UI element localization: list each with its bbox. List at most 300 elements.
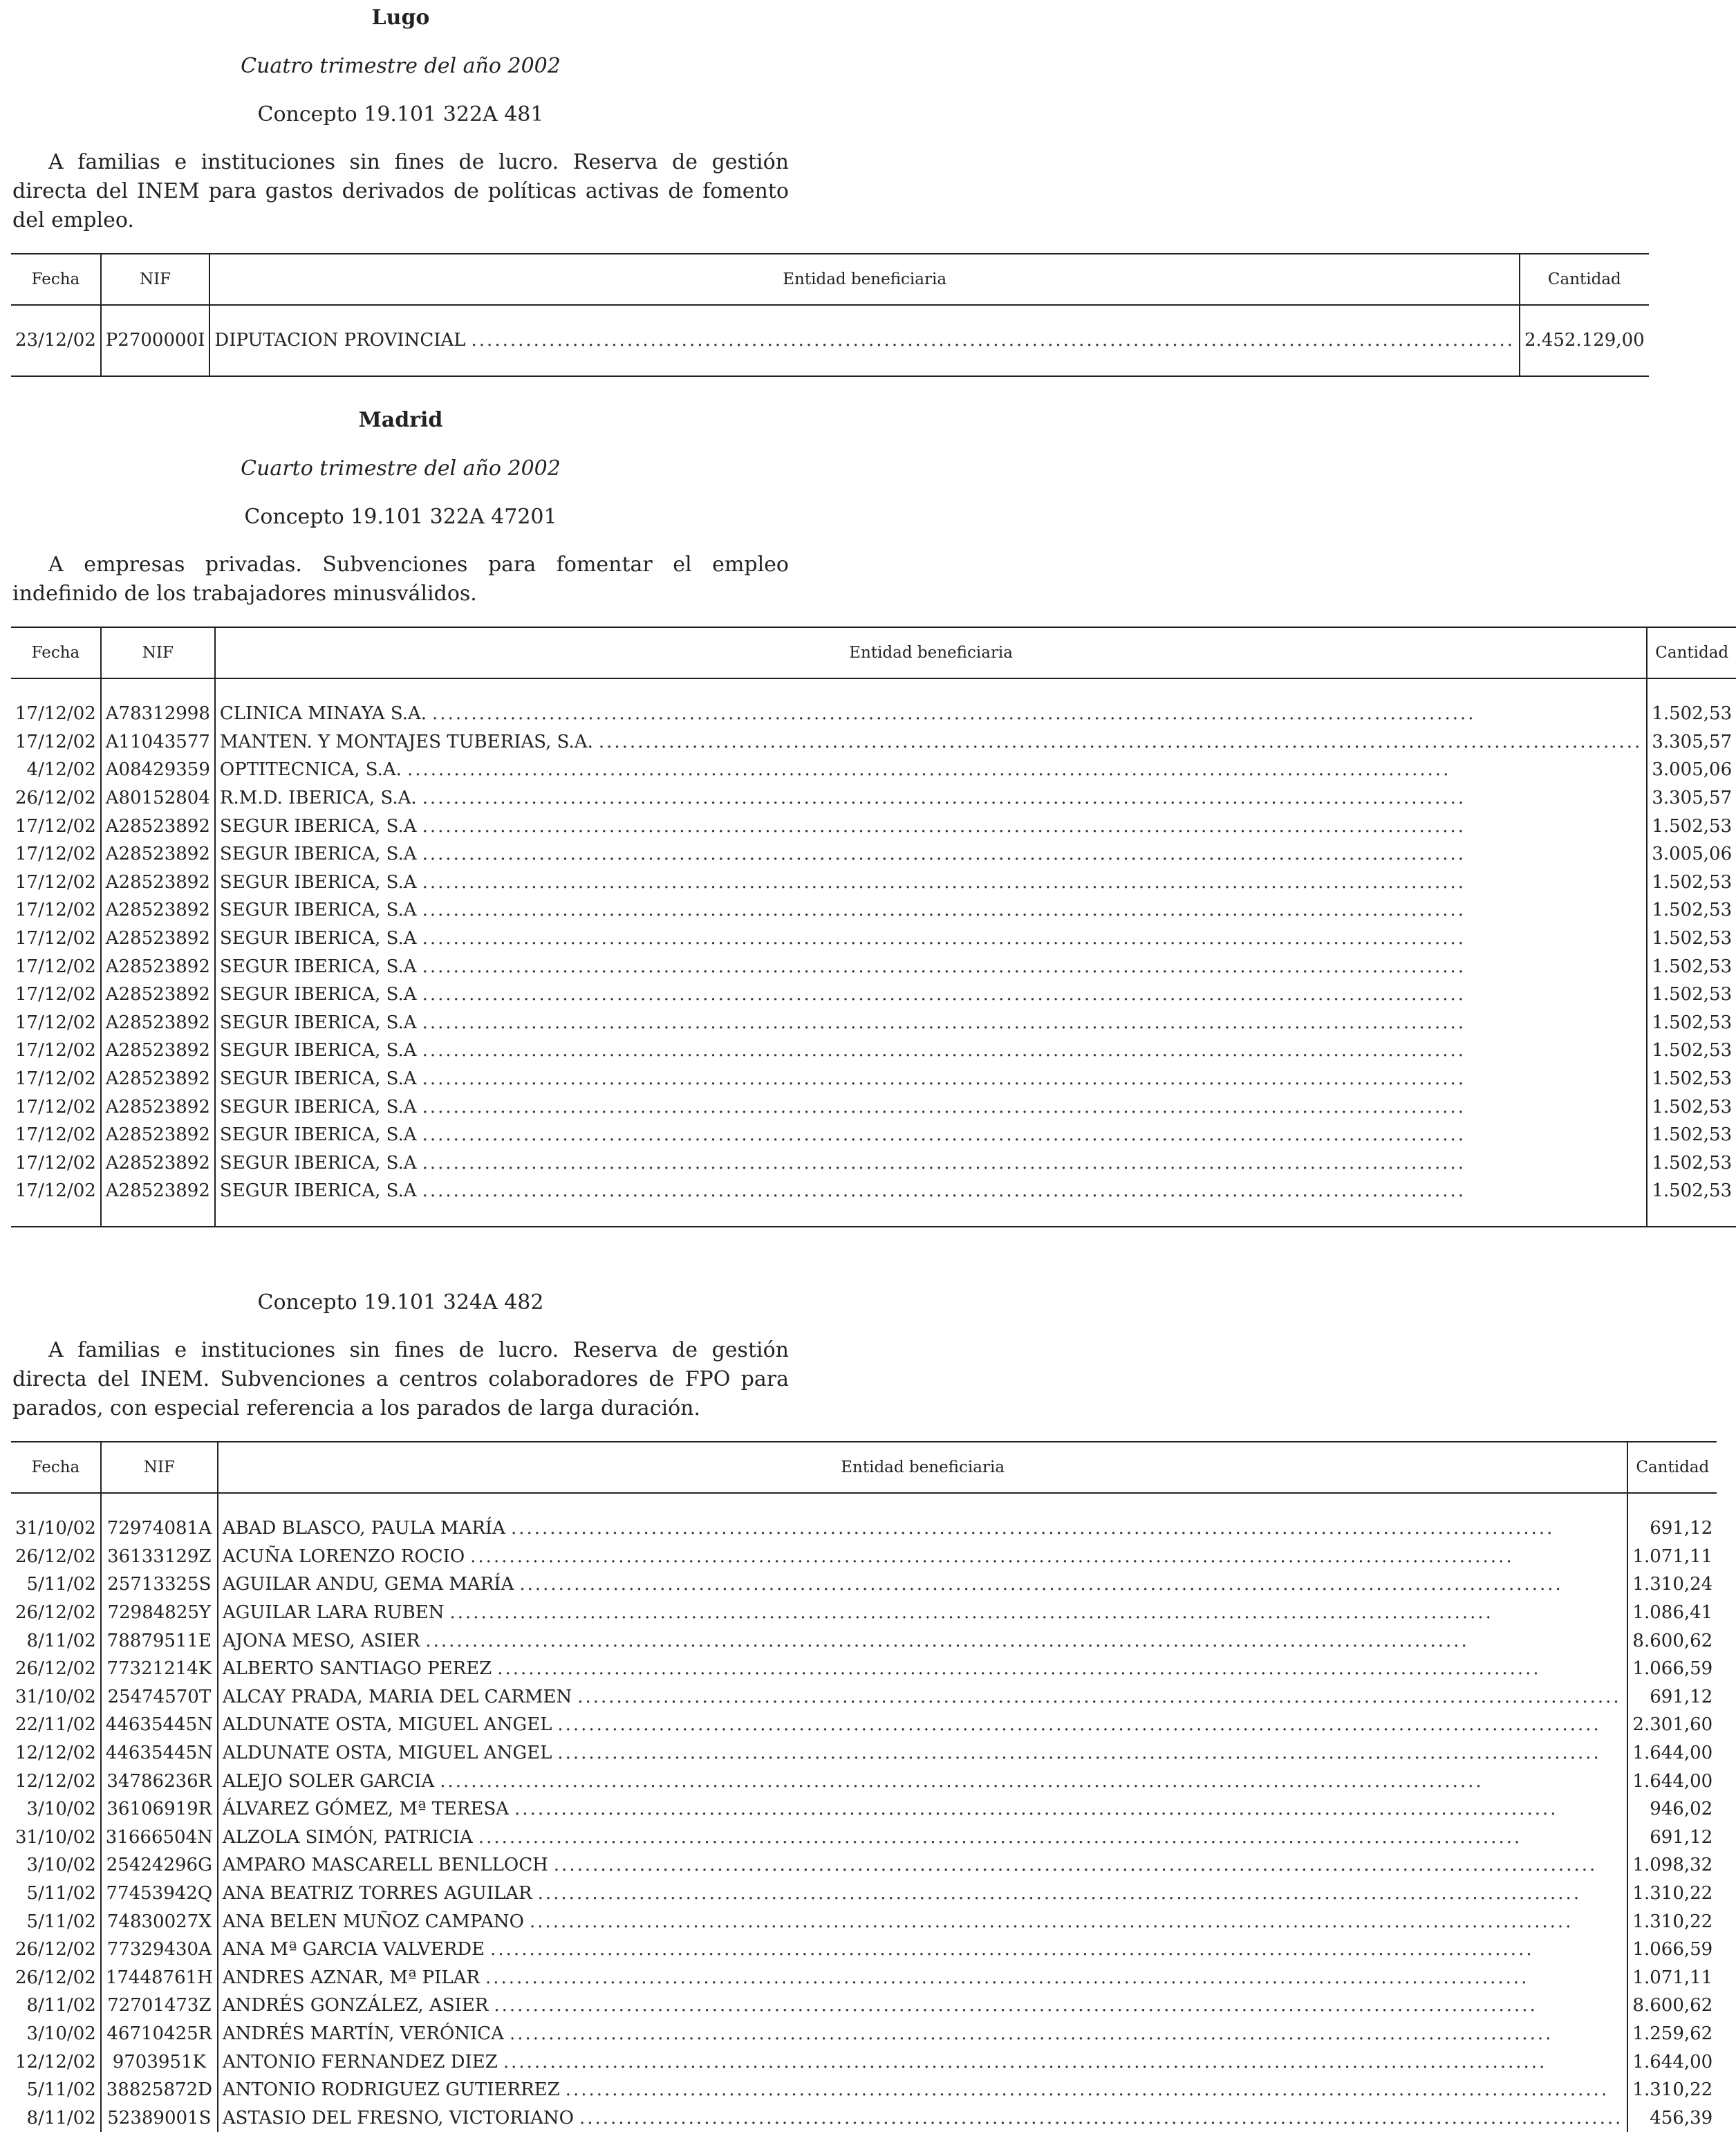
entity-name: SEGUR IBERICA, S.A [219, 1040, 417, 1061]
madrid-fpo-table [11, 1441, 1717, 2132]
dot-leader [422, 1012, 1643, 1033]
cell-nif: A28523892 [101, 1121, 215, 1149]
entity-name: SEGUR IBERICA, S.A [219, 984, 417, 1005]
table-row [11, 2076, 1717, 2104]
dot-leader [422, 1153, 1643, 1173]
cell-date: 12/12/02 [11, 2048, 101, 2076]
dot-leader [422, 1097, 1643, 1117]
entity-name: ALBERTO SANTIAGO PEREZ [222, 1658, 492, 1680]
cell-amount: 1.310,22 [1632, 1911, 1713, 1932]
cell-date: 17/12/02 [11, 896, 101, 925]
dot-leader [503, 2052, 1623, 2072]
concept-description: A empresas privadas. Subvenciones para fomentar el empleo indefinido de los trabajadores minusválidos. [12, 553, 789, 606]
table-row [11, 1907, 1717, 1936]
header-amount: Cantidad [1520, 254, 1649, 305]
dot-leader [432, 703, 1642, 724]
table-row [11, 1570, 1717, 1599]
header-nif: NIF [101, 254, 210, 305]
cell-entity [215, 981, 1647, 1009]
cell-date: 5/11/02 [11, 1880, 101, 1908]
entity-name: SEGUR IBERICA, S.A [219, 1068, 417, 1090]
cell-nif: A28523892 [101, 952, 215, 981]
cell-entity [218, 1936, 1628, 1964]
concept-title: Concepto 19.101 324A 482 [257, 1290, 544, 1315]
cell-nif: A28523892 [101, 1177, 215, 1205]
cell-amount: 691,12 [1650, 1826, 1713, 1848]
cell-amount: 1.071,11 [1632, 1967, 1713, 1988]
dot-leader [470, 1546, 1623, 1567]
cell-date: 31/10/02 [11, 1683, 101, 1711]
cell-entity [218, 1767, 1628, 1795]
entity-name: ANA BELEN MUÑOZ CAMPANO [222, 1911, 524, 1932]
dot-leader [422, 872, 1643, 893]
cell-entity [218, 1907, 1628, 1936]
cell-amount: 1.086,41 [1632, 1602, 1713, 1624]
cell-amount: 1.502,53 [1652, 1124, 1733, 1146]
header-nif: NIF [101, 1442, 218, 1493]
lugo-rows [11, 305, 1649, 376]
cell-nif: 72974081A [101, 1514, 218, 1543]
table-row [11, 1795, 1717, 1824]
cell-amount: 691,12 [1650, 1518, 1713, 1539]
entity-name: OPTITECNICA, S.A. [219, 759, 402, 781]
cell-amount: 1.502,53 [1652, 1068, 1733, 1090]
cell-date: 17/12/02 [11, 1009, 101, 1037]
cell-entity [218, 2104, 1628, 2132]
table-row [11, 1009, 1736, 1037]
table-row [11, 2020, 1717, 2048]
dot-leader [557, 1743, 1623, 1763]
dot-leader [514, 1799, 1623, 1819]
cell-date: 26/12/02 [11, 784, 101, 813]
cell-date: 22/11/02 [11, 1711, 101, 1739]
cell-amount: 1.066,59 [1632, 1658, 1713, 1680]
table-row [11, 1964, 1717, 1992]
spacer-cell [1520, 355, 1649, 376]
cell-entity [218, 1655, 1628, 1683]
cell-entity [218, 1599, 1628, 1627]
dot-leader [579, 2108, 1623, 2128]
cell-nif: P2700000I [101, 326, 210, 355]
cell-entity [218, 1543, 1628, 1571]
cell-entity [218, 1683, 1628, 1711]
cell-entity [218, 1570, 1628, 1599]
entity-name: ANA BEATRIZ TORRES AGUILAR [222, 1883, 532, 1904]
dot-leader [422, 1068, 1643, 1089]
table-row [11, 1739, 1717, 1768]
header-entity: Entidad beneficiaria [215, 627, 1647, 678]
cell-entity [215, 1093, 1647, 1121]
cell-date: 17/12/02 [11, 840, 101, 869]
cell-amount: 1.502,53 [1652, 1040, 1733, 1061]
table-header-row [11, 627, 1736, 678]
cell-date: 17/12/02 [11, 952, 101, 981]
entity-name: ANTONIO FERNANDEZ DIEZ [222, 2051, 498, 2072]
entity-name: ABAD BLASCO, PAULA MARÍA [222, 1518, 505, 1539]
entity-name: ALZOLA SIMÓN, PATRICIA [222, 1826, 473, 1848]
cell-amount: 456,39 [1650, 2107, 1713, 2128]
cell-entity [218, 1851, 1628, 1880]
cell-amount: 3.005,06 [1652, 759, 1733, 781]
table-row [11, 1655, 1717, 1683]
dot-leader [472, 330, 1515, 351]
table-row [11, 952, 1736, 981]
header-amount: Cantidad [1627, 1442, 1717, 1493]
cell-date: 17/12/02 [11, 812, 101, 840]
cell-nif: 77453942Q [101, 1880, 218, 1908]
entity-name: SEGUR IBERICA, S.A [219, 815, 417, 837]
entity-name: SEGUR IBERICA, S.A [219, 1124, 417, 1146]
cell-entity [218, 1739, 1628, 1768]
dot-leader [566, 2079, 1623, 2100]
table-row [11, 840, 1736, 869]
cell-entity [215, 1065, 1647, 1093]
entity-name: SEGUR IBERICA, S.A [219, 1180, 417, 1202]
table-row [11, 1824, 1717, 1852]
dot-leader [422, 1124, 1643, 1145]
spacer-cell [209, 305, 1520, 326]
cell-nif: 46710425R [101, 2020, 218, 2048]
dot-leader [422, 984, 1643, 1005]
header-nif: NIF [101, 627, 215, 678]
spacer-cell [1520, 305, 1649, 326]
cell-date: 3/10/02 [11, 1851, 101, 1880]
entity-name: ANDRES AZNAR, Mª PILAR [222, 1967, 480, 1988]
cell-nif: 25474570T [101, 1683, 218, 1711]
cell-amount: 691,12 [1650, 1686, 1713, 1707]
cell-nif: A78312998 [101, 700, 215, 728]
cell-date: 12/12/02 [11, 1739, 101, 1768]
cell-nif: 34786236R [101, 1767, 218, 1795]
cell-entity [215, 869, 1647, 897]
cell-nif: 9703951K [101, 2048, 218, 2076]
table-row [11, 981, 1736, 1009]
spacer-cell [101, 678, 215, 700]
entity-name: SEGUR IBERICA, S.A [219, 871, 417, 893]
cell-date: 12/12/02 [11, 1767, 101, 1795]
cell-entity [218, 1795, 1628, 1824]
dot-leader [422, 928, 1643, 949]
dot-leader [407, 759, 1642, 780]
table-top-spacer [11, 305, 1649, 326]
cell-entity [215, 1149, 1647, 1178]
cell-nif: A28523892 [101, 1037, 215, 1065]
cell-amount: 3.305,57 [1652, 788, 1733, 809]
entity-name: R.M.D. IBERICA, S.A. [219, 788, 417, 809]
dot-leader [422, 1040, 1643, 1061]
cell-amount: 1.310,22 [1632, 2079, 1713, 2101]
cell-amount: 1.644,00 [1632, 2051, 1713, 2072]
cell-date: 8/11/02 [11, 2104, 101, 2132]
spacer-cell [1647, 1205, 1736, 1227]
cell-date: 4/12/02 [11, 756, 101, 784]
header-date: Fecha [11, 1442, 101, 1493]
spacer-cell [101, 305, 210, 326]
cell-amount: 1.502,53 [1652, 984, 1733, 1005]
entity-name: ALDUNATE OSTA, MIGUEL ANGEL [222, 1743, 552, 1764]
cell-nif: A28523892 [101, 869, 215, 897]
cell-entity [218, 1992, 1628, 2020]
cell-date: 31/10/02 [11, 1824, 101, 1852]
table-row [11, 1037, 1736, 1065]
cell-amount: 3.005,06 [1652, 844, 1733, 865]
cell-nif: 25713325S [101, 1570, 218, 1599]
cell-date: 26/12/02 [11, 1655, 101, 1683]
entity-name: ALEJO SOLER GARCIA [222, 1770, 435, 1792]
dot-leader [554, 1855, 1623, 1875]
table-row [11, 1177, 1736, 1205]
entity-name: SEGUR IBERICA, S.A [219, 900, 417, 921]
spacer-cell [11, 305, 101, 326]
entity-name: ACUÑA LORENZO ROCIO [222, 1546, 465, 1567]
table-row [11, 326, 1649, 355]
table-row [11, 1683, 1717, 1711]
table-row [11, 925, 1736, 953]
table-row [11, 2104, 1717, 2132]
cell-entity [215, 840, 1647, 869]
cell-date: 26/12/02 [11, 1936, 101, 1964]
header-entity: Entidad beneficiaria [209, 254, 1520, 305]
dot-leader [478, 1827, 1623, 1848]
cell-amount: 1.502,53 [1652, 900, 1733, 921]
spacer-cell [1627, 1493, 1717, 1514]
cell-date: 17/12/02 [11, 1065, 101, 1093]
table-row [11, 1065, 1736, 1093]
entity-name: ANDRÉS MARTÍN, VERÓNICA [222, 2023, 504, 2044]
table-row [11, 1626, 1717, 1655]
cell-date: 17/12/02 [11, 1037, 101, 1065]
table-row [11, 1093, 1736, 1121]
dot-leader [599, 732, 1642, 752]
dot-leader [538, 1883, 1623, 1904]
cell-nif: A80152804 [101, 784, 215, 813]
cell-entity [215, 1121, 1647, 1149]
dot-leader [557, 1714, 1623, 1735]
entity-name: AGUILAR LARA RUBEN [222, 1602, 445, 1624]
table-bottom-spacer [11, 1205, 1736, 1227]
concept-description: A familias e instituciones sin fines de lucro. Reserva de gestión directa del INEM para gastos derivados de políticas activas de fomento del empleo. [12, 150, 789, 232]
entity-name: SEGUR IBERICA, S.A [219, 928, 417, 949]
cell-entity [215, 1009, 1647, 1037]
header-date: Fecha [11, 254, 101, 305]
cell-date: 26/12/02 [11, 1599, 101, 1627]
table-row [11, 1711, 1717, 1739]
cell-entity [215, 700, 1647, 728]
concept-description: A familias e instituciones sin fines de lucro. Reserva de gestión directa del INEM. Subvenciones a centros colaboradores de FPO para parados, con especial referencia a los parados de larga duración. [12, 1338, 789, 1420]
dot-leader [422, 844, 1643, 864]
table-row [11, 756, 1736, 784]
cell-amount: 1.502,53 [1652, 1152, 1733, 1173]
cell-nif: A28523892 [101, 981, 215, 1009]
spacer-cell [1647, 678, 1736, 700]
cell-date: 8/11/02 [11, 1992, 101, 2020]
cell-nif: A28523892 [101, 1093, 215, 1121]
concept-title: Concepto 19.101 322A 481 [257, 102, 544, 127]
madrid-rows [11, 678, 1736, 1227]
table-row [11, 1936, 1717, 1964]
dot-leader [511, 1518, 1623, 1539]
entity-name: SEGUR IBERICA, S.A [219, 1012, 417, 1033]
cell-amount: 946,02 [1650, 1799, 1713, 1820]
cell-nif: 72701473Z [101, 1992, 218, 2020]
table-row [11, 1767, 1717, 1795]
cell-date: 3/10/02 [11, 2020, 101, 2048]
cell-nif: 72984825Y [101, 1599, 218, 1627]
entity-name: ÁLVAREZ GÓMEZ, Mª TERESA [222, 1799, 510, 1820]
cell-date: 17/12/02 [11, 981, 101, 1009]
region-title: Madrid [358, 408, 443, 432]
cell-nif: 77329430A [101, 1936, 218, 1964]
table-row [11, 812, 1736, 840]
table-row [11, 869, 1736, 897]
cell-amount: 1.644,00 [1632, 1743, 1713, 1764]
cell-nif: 52389001S [101, 2104, 218, 2132]
dot-leader [519, 1574, 1623, 1595]
entity-name: ANA Mª GARCIA VALVERDE [222, 1939, 485, 1960]
spacer-cell [11, 1493, 101, 1514]
cell-date: 26/12/02 [11, 1964, 101, 1992]
cell-amount: 3.305,57 [1652, 731, 1733, 752]
cell-amount: 1.310,24 [1632, 1574, 1713, 1595]
cell-nif: A28523892 [101, 1065, 215, 1093]
entity-name: CLINICA MINAYA S.A. [219, 703, 427, 725]
spacer-cell [209, 355, 1520, 376]
table-row [11, 1514, 1717, 1543]
table-bottom-spacer [11, 355, 1649, 376]
cell-entity [218, 1626, 1628, 1655]
cell-entity [215, 784, 1647, 813]
cell-date: 17/12/02 [11, 1177, 101, 1205]
cell-entity [218, 1514, 1628, 1543]
dot-leader [530, 1911, 1623, 1932]
cell-date: 17/12/02 [11, 1093, 101, 1121]
cell-amount: 1.502,53 [1652, 871, 1733, 893]
spacer-cell [11, 355, 101, 376]
dot-leader [422, 956, 1643, 977]
cell-date: 26/12/02 [11, 1543, 101, 1571]
cell-nif: 36106919R [101, 1795, 218, 1824]
entity-name: ASTASIO DEL FRESNO, VICTORIANO [222, 2107, 574, 2128]
concept-title: Concepto 19.101 322A 47201 [244, 505, 557, 529]
dot-leader [494, 1995, 1623, 2016]
entity-name: AMPARO MASCARELL BENLLOCH [222, 1855, 548, 1876]
cell-nif: A11043577 [101, 728, 215, 757]
cell-date: 17/12/02 [11, 700, 101, 728]
cell-amount: 1.071,11 [1632, 1546, 1713, 1567]
table-header-row [11, 1442, 1717, 1493]
entity-name: ALCAY PRADA, MARIA DEL CARMEN [222, 1686, 572, 1707]
dot-leader [422, 1180, 1643, 1201]
cell-nif: 17448761H [101, 1964, 218, 1992]
header-date: Fecha [11, 627, 101, 678]
cell-date: 23/12/02 [11, 326, 101, 355]
entity-name: SEGUR IBERICA, S.A [219, 844, 417, 865]
cell-nif: A28523892 [101, 812, 215, 840]
spacer-cell [101, 355, 210, 376]
dot-leader [490, 1939, 1623, 1960]
table-top-spacer [11, 678, 1736, 700]
cell-entity [215, 756, 1647, 784]
period-title: Cuatro trimestre del año 2002 [241, 54, 561, 78]
header-entity: Entidad beneficiaria [218, 1442, 1628, 1493]
madrid-table [11, 627, 1736, 1227]
cell-nif: A28523892 [101, 925, 215, 953]
cell-amount: 8.600,62 [1632, 1630, 1713, 1651]
entity-name: SEGUR IBERICA, S.A [219, 956, 417, 977]
cell-entity [218, 2076, 1628, 2104]
cell-entity [215, 925, 1647, 953]
cell-nif: A08429359 [101, 756, 215, 784]
region-title: Lugo [371, 6, 430, 30]
entity-name: AGUILAR ANDU, GEMA MARÍA [222, 1574, 514, 1595]
table-row [11, 700, 1736, 728]
cell-entity [218, 1880, 1628, 1908]
cell-entity [215, 1037, 1647, 1065]
cell-amount: 1.502,53 [1652, 703, 1733, 725]
madrid-section [0, 407, 1733, 1227]
cell-date: 17/12/02 [11, 1121, 101, 1149]
table-row [11, 2048, 1717, 2076]
dot-leader [577, 1687, 1623, 1707]
spacer-cell [11, 1205, 101, 1227]
cell-nif: 31666504N [101, 1824, 218, 1852]
cell-nif: A28523892 [101, 896, 215, 925]
cell-amount: 1.310,22 [1632, 1883, 1713, 1904]
table-row [11, 784, 1736, 813]
dot-leader [422, 788, 1643, 808]
cell-amount: 1.502,53 [1652, 1096, 1733, 1117]
spacer-cell [101, 1205, 215, 1227]
madrid-fpo-section [0, 1289, 1713, 2132]
table-row [11, 1851, 1717, 1880]
cell-nif: 25424296G [101, 1851, 218, 1880]
cell-entity [218, 2020, 1628, 2048]
table-row [11, 1992, 1717, 2020]
cell-date: 31/10/02 [11, 1514, 101, 1543]
table-row [11, 1149, 1736, 1178]
cell-amount: 2.301,60 [1632, 1714, 1713, 1736]
table-row [11, 728, 1736, 757]
cell-date: 8/11/02 [11, 1626, 101, 1655]
table-row [11, 896, 1736, 925]
period-title: Cuarto trimestre del año 2002 [241, 456, 561, 481]
cell-amount: 1.259,62 [1632, 2023, 1713, 2044]
dot-leader [497, 1658, 1623, 1679]
table-row [11, 1121, 1736, 1149]
spacer-cell [101, 1493, 218, 1514]
cell-nif: 74830027X [101, 1907, 218, 1936]
cell-date: 5/11/02 [11, 1907, 101, 1936]
entity-name: ANTONIO RODRIGUEZ GUTIERREZ [222, 2079, 560, 2101]
spacer-cell [215, 1205, 1647, 1227]
madrid-fpo-rows [11, 1493, 1717, 2132]
spacer-cell [215, 678, 1647, 700]
cell-date: 17/12/02 [11, 925, 101, 953]
cell-entity [215, 812, 1647, 840]
dot-leader [440, 1771, 1623, 1792]
cell-date: 17/12/02 [11, 1149, 101, 1178]
table-row [11, 1599, 1717, 1627]
cell-date: 3/10/02 [11, 1795, 101, 1824]
cell-amount: 8.600,62 [1632, 1995, 1713, 2016]
cell-nif: 44635445N [101, 1739, 218, 1768]
cell-entity [218, 2048, 1628, 2076]
cell-amount: 1.502,53 [1652, 956, 1733, 977]
entity-name: SEGUR IBERICA, S.A [219, 1152, 417, 1173]
table-row [11, 1880, 1717, 1908]
cell-nif: A28523892 [101, 840, 215, 869]
cell-amount: 1.502,53 [1652, 928, 1733, 949]
